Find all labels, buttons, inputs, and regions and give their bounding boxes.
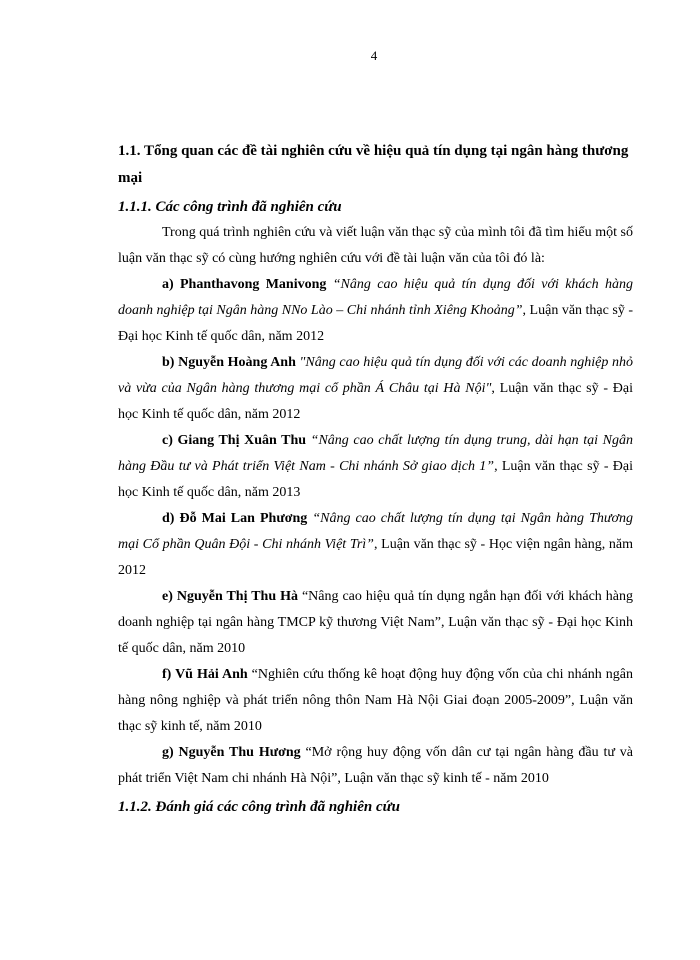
reference-item (118, 662, 633, 740)
reference-item (118, 428, 633, 506)
subsection-heading-1-1-1: 1.1.1. Các công trình đã nghiên cứu (118, 199, 342, 215)
reference-author: d) Đỗ Mai Lan Phương (162, 511, 308, 526)
reference-title: “Nâng cao hiệu quả tín dụng đối với khách hàng doanh nghiệp tại Ngân hàng NNo Lào – Chi nhánh tỉnh Xiêng Khoảng” (118, 277, 633, 318)
page-number: 4 (370, 48, 378, 63)
section-heading-1-1: 1.1. Tổng quan các đề tài nghiên cứu về hiệu quả tín dụng tại ngân hàng thương mại (118, 143, 629, 186)
reference-details: , Luận văn thạc sỹ - Đại học Kinh tế quốc dân, năm 2013 (118, 459, 633, 500)
reference-item (118, 584, 633, 662)
reference-details: “Nâng cao hiệu quả tín dụng ngắn hạn đối với khách hàng doanh nghiệp tại ngân hàng TMCP kỹ thương Việt Nam”, Luận văn thạc sỹ - Đại học Kinh tế quốc dân, năm 2010 (118, 589, 633, 656)
reference-details: “Nghiên cứu thống kê hoạt động huy động vốn của chi nhánh ngân hàng nông nghiệp và phát triển nông thôn Nam Hà Nội Giai đoạn 2005-2009”, Luận văn thạc sỹ kinh tế, năm 2010 (118, 667, 633, 734)
subsection-heading-1-1-2: 1.1.2. Đánh giá các công trình đã nghiên cứu (118, 799, 400, 815)
reference-author: b) Nguyễn Hoàng Anh (162, 355, 296, 370)
reference-author: f) Vũ Hải Anh (162, 667, 248, 682)
reference-item (118, 272, 633, 350)
reference-author: c) Giang Thị Xuân Thu (162, 433, 307, 448)
reference-details: , Luận văn thạc sỹ - Đại học Kinh tế quốc dân, năm 2012 (118, 381, 633, 422)
reference-details: , Luận văn thạc sỹ - Học viện ngân hàng, năm 2012 (118, 537, 634, 578)
reference-title: “Nâng cao chất lượng tín dụng tại Ngân hàng Thương mại Cổ phần Quân Đội - Chi nhánh Việt Trì” (118, 511, 633, 552)
reference-title: "Nâng cao hiệu quả tín dụng đối với các doanh nghiệp nhỏ và vừa của Ngân hàng thương mại cổ phần Á Châu tại Hà Nội" (118, 355, 634, 396)
document-body (118, 138, 633, 820)
reference-author: a) Phanthavong Manivong (162, 277, 327, 292)
reference-item (118, 506, 633, 584)
reference-details: “Mở rộng huy động vốn dân cư tại ngân hàng đầu tư và phát triển Việt Nam chi nhánh Hà Nội”, Luận văn thạc sỹ kinh tế - năm 2010 (118, 745, 633, 786)
intro-paragraph: Trong quá trình nghiên cứu và viết luận văn thạc sỹ của mình tôi đã tìm hiểu một số luận văn thạc sỹ có cùng hướng nghiên cứu với đề tài luận văn của tôi đó là: (118, 225, 633, 266)
reference-author: e) Nguyễn Thị Thu Hà (162, 589, 298, 604)
reference-details: , Luận văn thạc sỹ - Đại học Kinh tế quốc dân, năm 2012 (118, 303, 633, 344)
reference-item (118, 740, 633, 792)
reference-author: g) Nguyễn Thu Hương (162, 745, 301, 760)
reference-title: “Nâng cao chất lượng tín dụng trung, dài hạn tại Ngân hàng Đầu tư và Phát triển Việt Nam - Chi nhánh Sở giao dịch 1” (118, 433, 633, 474)
reference-item (118, 350, 633, 428)
